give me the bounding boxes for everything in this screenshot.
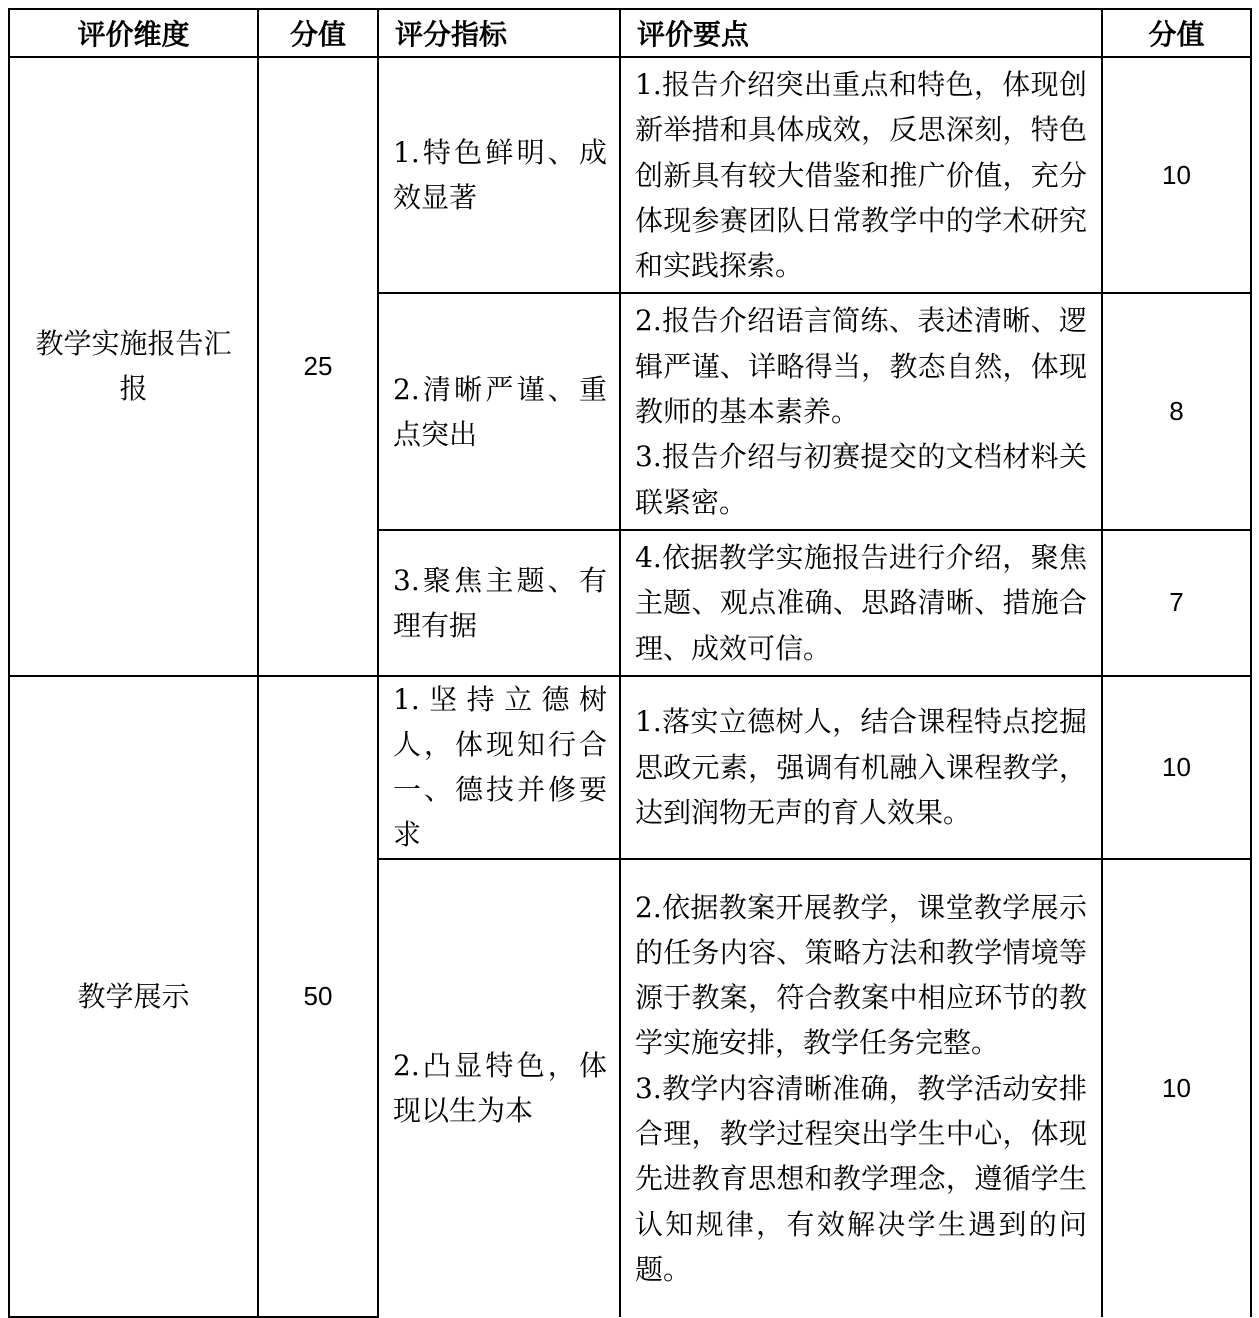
key-point: 1.报告介绍突出重点和特色，体现创新举措和具体成效，反思深刻，特色创新具有较大借鉴和推广价值，充分体现参赛团队日常教学中的学术研究和实践探索。 bbox=[635, 68, 1087, 283]
header-points: 分值 bbox=[1102, 9, 1251, 57]
key-point: 3.报告介绍与初赛提交的文档材料关联紧密。 bbox=[635, 440, 1087, 519]
table-row bbox=[9, 57, 1251, 293]
points-cell: 10 bbox=[1102, 676, 1251, 859]
dimension-cell: 教学展示 bbox=[9, 676, 258, 1317]
key-point: 4.依据教学实施报告进行介绍，聚焦主题、观点准确、思路清晰、措施合理、成效可信。 bbox=[635, 540, 1087, 665]
evaluation-table bbox=[8, 8, 1252, 1318]
points-cell: 10 bbox=[1102, 859, 1251, 1317]
indicator-cell: 1.坚持立德树人，体现知行合一、德技并修要求 bbox=[378, 676, 620, 859]
dimension-score-cell: 25 bbox=[258, 57, 378, 676]
dimension-score-cell: 50 bbox=[258, 676, 378, 1317]
header-dimension: 评价维度 bbox=[9, 9, 258, 57]
key-point: 2.依据教案开展教学，课堂教学展示的任务内容、策略方法和教学情境等源于教案，符合教案中相应环节的教学实施安排，教学任务完整。 bbox=[635, 890, 1087, 1060]
key-points-cell bbox=[620, 293, 1102, 529]
header-key-points: 评价要点 bbox=[620, 9, 1102, 57]
key-point: 3.教学内容清晰准确，教学活动安排合理，教学过程突出学生中心，体现先进教育思想和教学理念，遵循学生认知规律，有效解决学生遇到的问题。 bbox=[635, 1071, 1087, 1286]
header-score: 分值 bbox=[258, 9, 378, 57]
key-points-cell bbox=[620, 859, 1102, 1317]
key-points-cell bbox=[620, 57, 1102, 293]
indicator-cell: 2.清晰严谨、重点突出 bbox=[378, 293, 620, 529]
indicator-cell: 1.特色鲜明、成效显著 bbox=[378, 57, 620, 293]
key-point: 1.落实立德树人，结合课程特点挖掘思政元素，强调有机融入课程教学，达到润物无声的育人效果。 bbox=[635, 705, 1087, 829]
header-row bbox=[9, 9, 1251, 57]
points-cell: 8 bbox=[1102, 293, 1251, 529]
indicator-cell: 3.聚焦主题、有理有据 bbox=[378, 530, 620, 676]
dimension-cell: 教学实施报告汇报 bbox=[9, 57, 258, 676]
header-indicator: 评分指标 bbox=[378, 9, 620, 57]
key-points-cell bbox=[620, 676, 1102, 859]
indicator-cell: 2.凸显特色，体现以生为本 bbox=[378, 859, 620, 1317]
points-cell: 10 bbox=[1102, 57, 1251, 293]
table-row bbox=[9, 676, 1251, 859]
key-points-cell bbox=[620, 530, 1102, 676]
points-cell: 7 bbox=[1102, 530, 1251, 676]
key-point: 2.报告介绍语言简练、表述清晰、逻辑严谨、详略得当，教态自然，体现教师的基本素养。 bbox=[635, 304, 1087, 429]
